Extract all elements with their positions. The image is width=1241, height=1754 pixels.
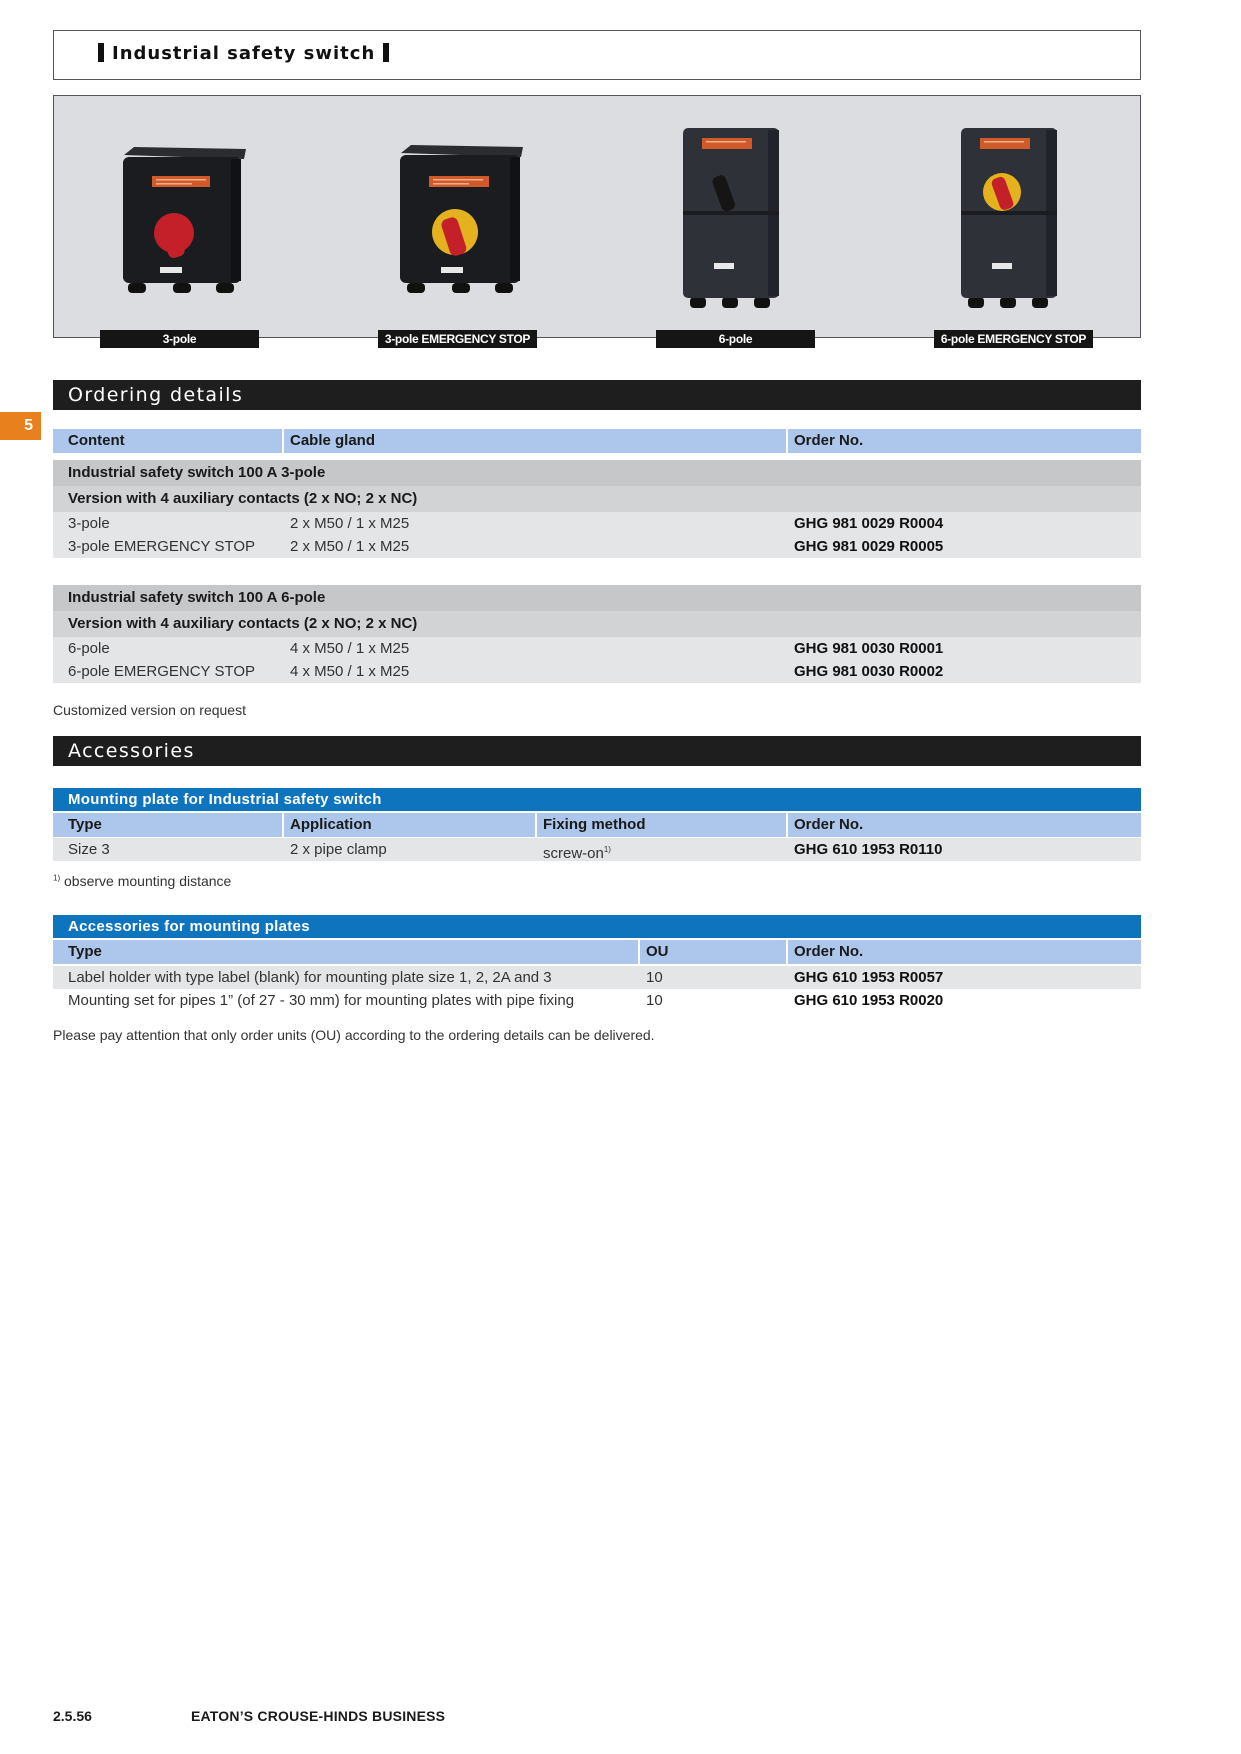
caption-3-pole-emergency: 3-pole EMERGENCY STOP — [378, 330, 537, 348]
group-version-3-pole: Version with 4 auxiliary contacts (2 x NO; 2 x NC) — [53, 486, 1141, 512]
order-number: GHG 610 1953 R0057 — [794, 969, 944, 986]
mounting-footnote: $^{1)}$ observe mounting distance — [53, 873, 232, 889]
table-row: Size 3 2 x pipe clamp screw-$on^{1)}$ GHG 610 1953 R0110 — [53, 838, 1141, 861]
table-row: 6-pole EMERGENCY STOP 4 x M50 / 1 x M25 GHG 981 0030 R0002 — [53, 660, 1141, 683]
order-number: GHG 981 0030 R0001 — [794, 640, 944, 657]
ordering-details-heading: Ordering details — [53, 380, 1141, 410]
table-row: Label holder with type label (blank) for mounting plate size 1, 2, 2A and 3 10 GHG 610 1953 R0057 — [53, 966, 1141, 989]
group-title-6-pole: Industrial safety switch 100 A 6-pole — [53, 585, 1141, 611]
order-number: GHG 981 0030 R0002 — [794, 663, 944, 680]
plate-accessories-table-header: Type OU Order No. — [53, 940, 1141, 964]
safety-switch-6-pole-image — [678, 125, 786, 310]
table-row: 3-pole 2 x M50 / 1 x M25 GHG 981 0029 R0004 — [53, 512, 1141, 535]
caption-3-pole: 3-pole — [100, 330, 259, 348]
footnote-ref: 1) — [603, 845, 611, 854]
caption-6-pole-emergency: 6-pole EMERGENCY STOP — [934, 330, 1093, 348]
col-order-no: Order No. — [788, 429, 1141, 453]
page-title-box — [53, 30, 1141, 80]
col-content: Content — [53, 429, 284, 453]
safety-switch-3-pole-emergency-image — [395, 143, 527, 293]
order-number: GHG 610 1953 R0110 — [794, 841, 943, 858]
page-number: 2.5.56 — [53, 1708, 92, 1724]
col-cable-gland: Cable gland — [284, 429, 788, 453]
table-row: Mounting set for pipes 1” (of 27 - 30 mm) for mounting plates with pipe fixing 10 GHG 610 1953 R0020 — [53, 989, 1141, 1012]
safety-switch-3-pole-image — [118, 145, 250, 295]
page-title: Industrial safety switch — [98, 43, 389, 64]
safety-switch-6-pole-emergency-image — [956, 125, 1064, 310]
table-row: 3-pole EMERGENCY STOP 2 x M50 / 1 x M25 GHG 981 0029 R0005 — [53, 535, 1141, 558]
order-units-note: Please pay attention that only order units (OU) according to the ordering details can be delivered. — [53, 1027, 655, 1043]
order-number: GHG 981 0029 R0004 — [794, 515, 944, 532]
footer-brand: EATON’S CROUSE-HINDS BUSINESS — [191, 1708, 446, 1724]
chapter-tab: 5 — [0, 412, 41, 440]
ordering-table-header — [53, 429, 1141, 453]
group-version-6-pole: Version with 4 auxiliary contacts (2 x NO; 2 x NC) — [53, 611, 1141, 637]
group-title-3-pole: Industrial safety switch 100 A 3-pole — [53, 460, 1141, 486]
caption-6-pole: 6-pole — [656, 330, 815, 348]
table-row: 6-pole 4 x M50 / 1 x M25 GHG 981 0030 R0001 — [53, 637, 1141, 660]
customized-note: Customized version on request — [53, 702, 246, 718]
accessories-heading: Accessories — [53, 736, 1141, 766]
order-number: GHG 981 0029 R0005 — [794, 538, 944, 555]
plate-accessories-heading: Accessories for mounting plates — [53, 915, 1141, 938]
mounting-plate-table-header: Type Application Fixing method Order No. — [53, 813, 1141, 837]
order-number: GHG 610 1953 R0020 — [794, 992, 944, 1009]
mounting-plate-heading: Mounting plate for Industrial safety switch — [53, 788, 1141, 811]
